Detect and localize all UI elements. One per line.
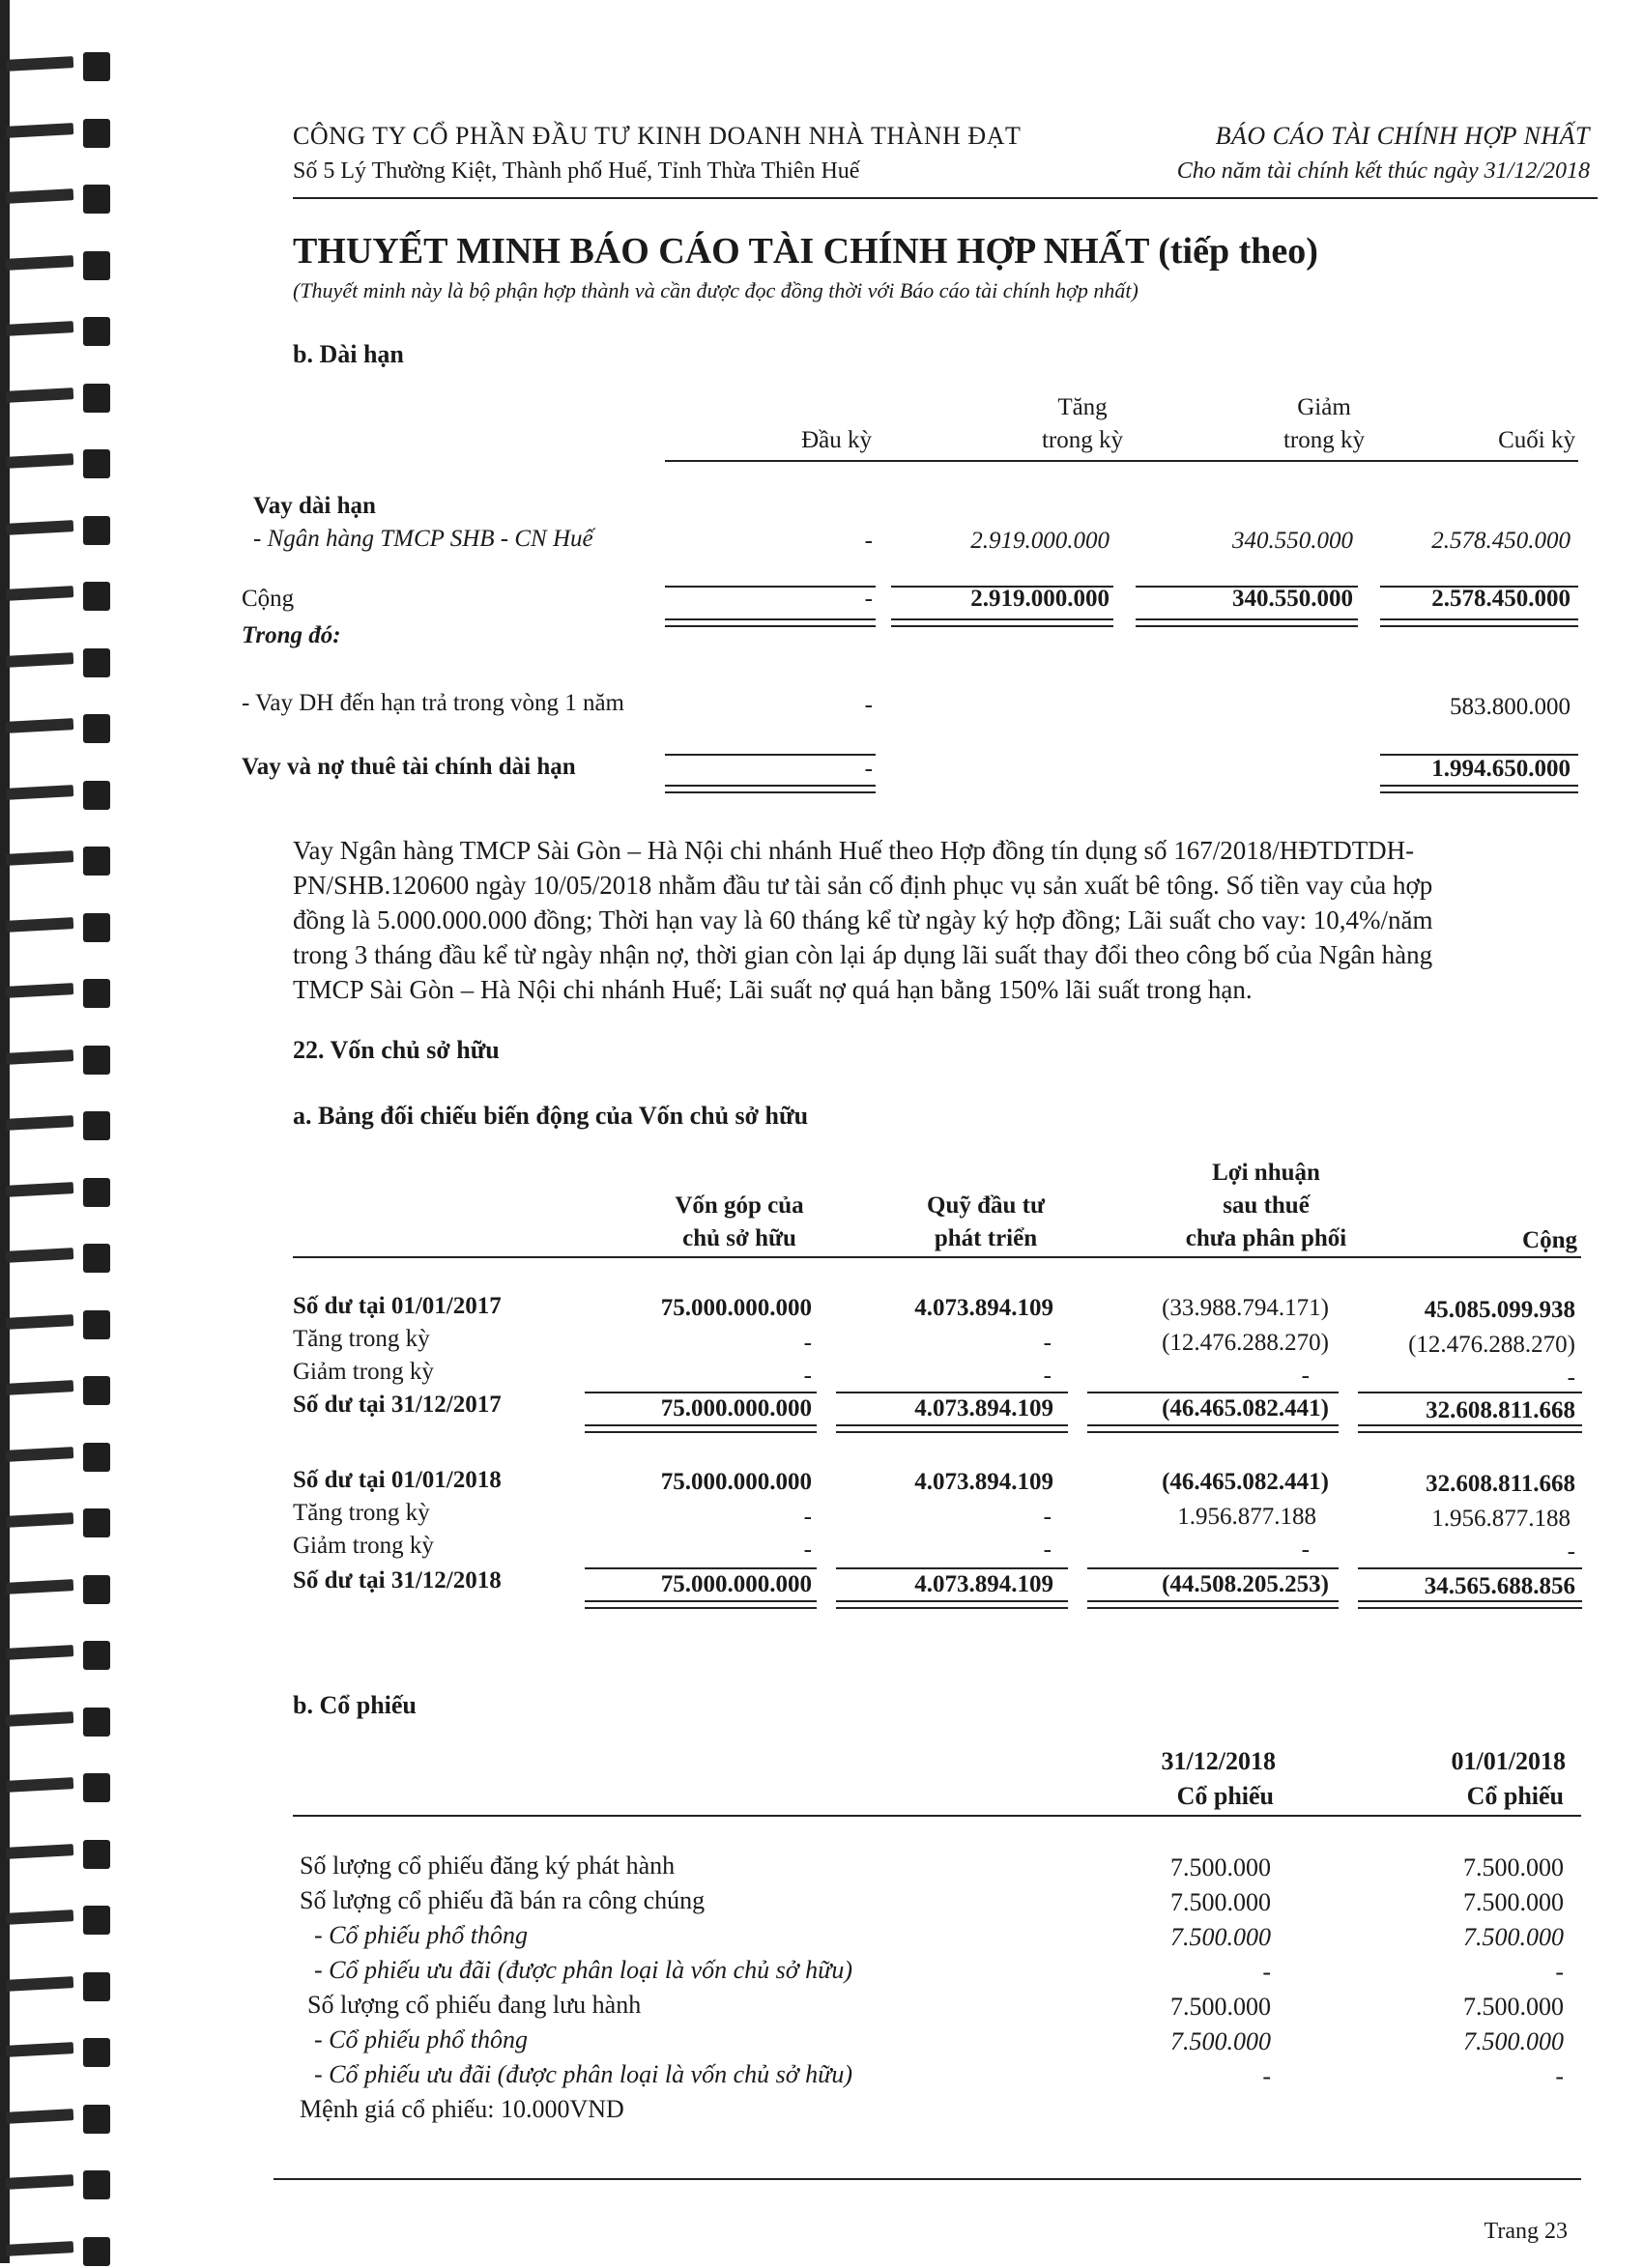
shares-row-label: Số lượng cổ phiếu đang lưu hành bbox=[307, 1991, 642, 2019]
binding-ring bbox=[6, 1109, 114, 1142]
shares-row-v1: 7.500.000 bbox=[1170, 1993, 1271, 2021]
equity-row-ln: (46.465.082.441) bbox=[1162, 1395, 1329, 1421]
binding-ring-bar bbox=[6, 255, 74, 271]
rule bbox=[665, 586, 876, 588]
binding-ring-hook bbox=[83, 1708, 110, 1737]
double-rule bbox=[1087, 1424, 1339, 1433]
binding-ring-hook bbox=[83, 251, 110, 280]
footer-rule bbox=[274, 2178, 1581, 2180]
equity-row-label: Số dư tại 31/12/2017 bbox=[293, 1392, 502, 1418]
binding-ring-hook bbox=[83, 847, 110, 876]
shares-row-v1: 7.500.000 bbox=[1170, 2027, 1271, 2055]
binding-ring-bar bbox=[6, 2241, 74, 2256]
rule bbox=[836, 1392, 1068, 1393]
binding-ring-bar bbox=[6, 1314, 74, 1330]
equity-row-quy: 4.073.894.109 bbox=[914, 1395, 1053, 1421]
equity-row-von: - bbox=[803, 1536, 812, 1563]
equity-row-quy: 4.073.894.109 bbox=[914, 1295, 1053, 1321]
shares-row-v2: 7.500.000 bbox=[1463, 1923, 1564, 1951]
binding-ring bbox=[6, 646, 114, 679]
binding-ring-hook bbox=[83, 1508, 110, 1537]
company-address: Số 5 Lý Thường Kiệt, Thành phố Huế, Tỉnh Thừa Thiên Huế bbox=[293, 158, 860, 184]
equity-row-label: Giảm trong kỳ bbox=[293, 1359, 434, 1385]
rule bbox=[1358, 1567, 1582, 1569]
double-rule bbox=[585, 1600, 817, 1609]
binding-ring bbox=[6, 977, 114, 1010]
binding-ring-hook bbox=[83, 516, 110, 545]
binding-ring bbox=[6, 1044, 114, 1077]
binding-ring bbox=[6, 2168, 114, 2201]
binding-ring-bar bbox=[6, 388, 74, 403]
shares-row-label: - Cổ phiếu phổ thông bbox=[314, 2025, 528, 2053]
section-shares-heading: b. Cổ phiếu bbox=[293, 1691, 417, 1719]
row-net-label: Vay và nợ thuê tài chính dài hạn bbox=[242, 754, 576, 780]
binding-ring bbox=[6, 514, 114, 547]
double-rule bbox=[891, 618, 1113, 627]
col-ln-1: Lợi nhuận bbox=[1212, 1160, 1320, 1186]
double-rule bbox=[665, 618, 876, 627]
equity-row-label: Tăng trong kỳ bbox=[293, 1500, 430, 1526]
binding-ring bbox=[6, 1706, 114, 1738]
binding-ring-hook bbox=[83, 2237, 110, 2266]
equity-reconciliation-heading: a. Bảng đối chiếu biến động của Vốn chủ sở hữu bbox=[293, 1102, 809, 1130]
binding-ring bbox=[6, 315, 114, 348]
binding-ring bbox=[6, 1507, 114, 1539]
equity-row-von: 75.000.000.000 bbox=[660, 1395, 812, 1421]
row-bank-giam: 340.550.000 bbox=[1232, 528, 1353, 554]
binding-ring-hook bbox=[83, 979, 110, 1008]
double-rule bbox=[1087, 1600, 1339, 1609]
equity-row-cong: (12.476.288.270) bbox=[1408, 1332, 1575, 1358]
header-rule bbox=[293, 197, 1598, 199]
row-due-cuoi-ky: 583.800.000 bbox=[1450, 694, 1571, 720]
binding-ring bbox=[6, 2235, 114, 2268]
row-due-dau-ky: - bbox=[864, 692, 873, 718]
equity-row-von: 75.000.000.000 bbox=[660, 1571, 812, 1597]
shares-row-v1: 7.500.000 bbox=[1170, 1853, 1271, 1881]
rule bbox=[1358, 1392, 1582, 1393]
equity-row-quy: - bbox=[1043, 1330, 1052, 1356]
loan-paragraph-line: trong 3 tháng đầu kể từ ngày nhận nợ, thời gian còn lại áp dụng lãi suất thay đổi theo công bố của Ngân hàng bbox=[293, 940, 1433, 969]
binding-ring-bar bbox=[6, 850, 74, 866]
binding-ring-bar bbox=[6, 983, 74, 998]
binding-ring-bar bbox=[6, 1909, 74, 1925]
row-total-giam: 340.550.000 bbox=[1232, 586, 1353, 612]
binding-ring-bar bbox=[6, 917, 74, 933]
equity-row-cong: 32.608.811.668 bbox=[1426, 1397, 1575, 1423]
row-total-label: Cộng bbox=[242, 586, 295, 612]
binding-ring-hook bbox=[83, 317, 110, 346]
binding-ring-bar bbox=[6, 718, 74, 733]
binding-ring-bar bbox=[6, 2174, 74, 2190]
loan-paragraph bbox=[293, 833, 1583, 1007]
binding-ring bbox=[6, 1374, 114, 1407]
double-rule bbox=[1358, 1424, 1582, 1433]
rule bbox=[836, 1567, 1068, 1569]
binding-ring-hook bbox=[83, 2170, 110, 2199]
equity-row-label: Giảm trong kỳ bbox=[293, 1533, 434, 1559]
row-bank-dau-ky: - bbox=[864, 528, 873, 554]
binding-ring bbox=[6, 1176, 114, 1209]
binding-ring bbox=[6, 117, 114, 150]
binding-ring bbox=[6, 183, 114, 215]
binding-ring bbox=[6, 1308, 114, 1341]
row-total-tang: 2.919.000.000 bbox=[970, 586, 1110, 612]
section-long-term-heading: b. Dài hạn bbox=[293, 340, 404, 368]
rule bbox=[1087, 1567, 1339, 1569]
binding-ring-bar bbox=[6, 1844, 74, 1859]
equity-row-ln: (46.465.082.441) bbox=[1162, 1469, 1329, 1495]
shares-row-label: - Cổ phiếu ưu đãi (được phân loại là vốn chủ sở hữu) bbox=[314, 2060, 853, 2088]
shares-row-v2: 7.500.000 bbox=[1463, 1888, 1564, 1916]
equity-row-quy: 4.073.894.109 bbox=[914, 1571, 1053, 1597]
col-ln-2: sau thuế bbox=[1223, 1192, 1310, 1219]
binding-ring-hook bbox=[83, 1376, 110, 1405]
equity-row-cong: - bbox=[1567, 1538, 1575, 1565]
equity-row-ln: 1.956.877.188 bbox=[1177, 1504, 1316, 1530]
binding-ring-bar bbox=[6, 1049, 74, 1065]
page-number: Trang 23 bbox=[1484, 2219, 1568, 2244]
binding-ring bbox=[6, 1573, 114, 1606]
double-rule bbox=[665, 785, 876, 793]
col-tang-2: trong kỳ bbox=[1041, 427, 1124, 453]
equity-row-cong: 32.608.811.668 bbox=[1426, 1471, 1575, 1497]
double-rule bbox=[1380, 618, 1578, 627]
rule bbox=[585, 1567, 817, 1569]
loan-paragraph-line: PN/SHB.120600 ngày 10/05/2018 nhằm đầu tư tài sản cố định phục vụ sản xuất bê tông. Số tiền vay của hợp bbox=[293, 871, 1433, 900]
row-bank-tang: 2.919.000.000 bbox=[970, 528, 1110, 554]
spiral-binding bbox=[0, 0, 126, 2263]
binding-ring-bar bbox=[6, 188, 74, 204]
company-name: CÔNG TY CỔ PHẦN ĐẦU TƯ KINH DOANH NHÀ THÀNH ĐẠT bbox=[293, 122, 1022, 150]
report-period: Cho năm tài chính kết thúc ngày 31/12/2018 bbox=[1176, 158, 1590, 184]
binding-ring-hook bbox=[83, 449, 110, 478]
equity-row-cong: 45.085.099.938 bbox=[1424, 1297, 1575, 1323]
binding-ring-bar bbox=[6, 56, 74, 72]
binding-ring-hook bbox=[83, 1046, 110, 1075]
shares-col1-date: 31/12/2018 bbox=[1161, 1747, 1276, 1775]
binding-ring bbox=[6, 779, 114, 812]
equity-row-quy: - bbox=[1043, 1504, 1052, 1530]
shares-row-v1: - bbox=[1262, 1958, 1271, 1986]
binding-ring bbox=[6, 1242, 114, 1275]
equity-row-von: - bbox=[803, 1330, 812, 1356]
binding-ring-hook bbox=[83, 52, 110, 81]
double-rule bbox=[1136, 618, 1358, 627]
binding-ring-hook bbox=[83, 1111, 110, 1140]
col-cong: Cộng bbox=[1522, 1227, 1577, 1253]
binding-ring-hook bbox=[83, 384, 110, 413]
binding-ring-bar bbox=[6, 520, 74, 535]
loan-paragraph-line: đồng là 5.000.000.000 đồng; Thời hạn vay là 60 tháng kể từ ngày ký hợp đồng; Lãi suất cho vay: 10,4%/năm bbox=[293, 905, 1433, 934]
row-bank-label: - Ngân hàng TMCP SHB - CN Huế bbox=[253, 526, 593, 552]
binding-ring-hook bbox=[83, 119, 110, 148]
binding-ring-hook bbox=[83, 1244, 110, 1273]
col-cuoi-ky: Cuối kỳ bbox=[1498, 427, 1575, 453]
double-rule bbox=[1380, 785, 1578, 793]
binding-ring bbox=[6, 580, 114, 613]
double-rule bbox=[836, 1600, 1068, 1609]
equity-row-quy: - bbox=[1043, 1363, 1052, 1389]
binding-ring-bar bbox=[6, 1115, 74, 1131]
shares-row-v1: 7.500.000 bbox=[1170, 1888, 1271, 1916]
equity-row-label: Số dư tại 31/12/2018 bbox=[293, 1567, 502, 1593]
binding-ring bbox=[6, 1771, 114, 1804]
col-tang-1: Tăng bbox=[1057, 394, 1108, 420]
binding-ring-bar bbox=[6, 1447, 74, 1462]
equity-row-label: Số dư tại 01/01/2017 bbox=[293, 1293, 502, 1319]
col-giam-1: Giảm bbox=[1297, 394, 1351, 420]
binding-ring-hook bbox=[83, 714, 110, 743]
equity-row-label: Tăng trong kỳ bbox=[293, 1326, 430, 1352]
page-title: THUYẾT MINH BÁO CÁO TÀI CHÍNH HỢP NHẤT (tiếp theo) bbox=[293, 231, 1318, 272]
equity-row-von: - bbox=[803, 1504, 812, 1530]
binding-ring-hook bbox=[83, 582, 110, 611]
binding-ring bbox=[6, 249, 114, 282]
col-von-2: chủ sở hữu bbox=[682, 1225, 796, 1251]
binding-ring-hook bbox=[83, 648, 110, 677]
binding-ring-hook bbox=[83, 781, 110, 810]
binding-ring-bar bbox=[6, 586, 74, 601]
binding-ring bbox=[6, 1838, 114, 1871]
rule bbox=[585, 1392, 817, 1393]
double-rule bbox=[1358, 1600, 1582, 1609]
row-due-label: - Vay DH đến hạn trả trong vòng 1 năm bbox=[242, 690, 624, 716]
binding-ring bbox=[6, 447, 114, 480]
shares-row-v2: 7.500.000 bbox=[1463, 2027, 1564, 2055]
binding-ring-hook bbox=[83, 1443, 110, 1472]
shares-col2-date: 01/01/2018 bbox=[1451, 1747, 1566, 1775]
binding-ring bbox=[6, 2103, 114, 2136]
shares-row-v1: - bbox=[1262, 2062, 1271, 2090]
shares-row-label: - Cổ phiếu phổ thông bbox=[314, 1921, 528, 1949]
par-value: Mệnh giá cổ phiếu: 10.000VND bbox=[300, 2095, 624, 2123]
binding-ring bbox=[6, 712, 114, 745]
binding-ring-hook bbox=[83, 1178, 110, 1207]
binding-ring-bar bbox=[6, 123, 74, 138]
binding-ring bbox=[6, 2036, 114, 2069]
row-total-cuoi-ky: 2.578.450.000 bbox=[1431, 586, 1571, 612]
binding-ring-hook bbox=[83, 1773, 110, 1802]
shares-row-label: - Cổ phiếu ưu đãi (được phân loại là vốn chủ sở hữu) bbox=[314, 1956, 853, 1984]
shares-col1-unit: Cổ phiếu bbox=[1176, 1782, 1274, 1810]
row-net-dau-ky: - bbox=[864, 756, 873, 782]
group-label-long-term-loans: Vay dài hạn bbox=[253, 493, 376, 519]
equity-row-von: - bbox=[803, 1363, 812, 1389]
binding-ring-hook bbox=[83, 2038, 110, 2067]
shares-row-v1: 7.500.000 bbox=[1170, 1923, 1271, 1951]
binding-ring-hook bbox=[83, 1310, 110, 1339]
binding-ring-bar bbox=[6, 321, 74, 336]
binding-ring-bar bbox=[6, 1579, 74, 1594]
long-term-header-rule bbox=[665, 460, 1578, 462]
binding-ring-bar bbox=[6, 2042, 74, 2057]
binding-ring-hook bbox=[83, 1641, 110, 1670]
binding-ring-hook bbox=[83, 185, 110, 214]
double-rule bbox=[836, 1424, 1068, 1433]
binding-ring bbox=[6, 1639, 114, 1672]
binding-ring-bar bbox=[6, 1711, 74, 1727]
col-quy-1: Quỹ đầu tư bbox=[927, 1192, 1045, 1219]
equity-row-ln: - bbox=[1301, 1363, 1310, 1389]
binding-ring bbox=[6, 1904, 114, 1937]
equity-row-von: 75.000.000.000 bbox=[660, 1469, 812, 1495]
binding-ring-bar bbox=[6, 1248, 74, 1263]
equity-row-cong: - bbox=[1567, 1364, 1575, 1391]
binding-ring bbox=[6, 911, 114, 944]
binding-ring-bar bbox=[6, 785, 74, 800]
equity-row-ln: - bbox=[1301, 1536, 1310, 1563]
shares-row-v2: 7.500.000 bbox=[1463, 1853, 1564, 1881]
binding-ring-bar bbox=[6, 1380, 74, 1395]
binding-ring bbox=[6, 1441, 114, 1474]
rule bbox=[1087, 1392, 1339, 1393]
binding-ring-hook bbox=[83, 1575, 110, 1604]
equity-row-quy: - bbox=[1043, 1536, 1052, 1563]
loan-paragraph-line: Vay Ngân hàng TMCP Sài Gòn – Hà Nội chi nhánh Huế theo Hợp đồng tín dụng số 167/2018/HĐTDTDH- bbox=[293, 836, 1415, 865]
binding-ring bbox=[6, 1970, 114, 2003]
col-quy-2: phát triển bbox=[934, 1225, 1038, 1251]
col-ln-3: chưa phân phối bbox=[1185, 1225, 1347, 1251]
equity-row-cong: 34.565.688.856 bbox=[1424, 1573, 1575, 1599]
equity-row-label: Số dư tại 01/01/2018 bbox=[293, 1467, 502, 1493]
rule bbox=[665, 754, 876, 756]
section-equity-heading: 22. Vốn chủ sở hữu bbox=[293, 1036, 500, 1064]
binding-ring-bar bbox=[6, 1976, 74, 1992]
row-bank-cuoi-ky: 2.578.450.000 bbox=[1431, 528, 1571, 554]
binding-ring-bar bbox=[6, 1777, 74, 1793]
equity-row-von: 75.000.000.000 bbox=[660, 1295, 812, 1321]
col-von-1: Vốn góp của bbox=[675, 1192, 804, 1219]
binding-ring-hook bbox=[83, 2105, 110, 2134]
binding-ring-hook bbox=[83, 1840, 110, 1869]
equity-row-ln: (44.508.205.253) bbox=[1162, 1571, 1329, 1597]
binding-ring-hook bbox=[83, 913, 110, 942]
binding-ring-bar bbox=[6, 2109, 74, 2124]
binding-ring-hook bbox=[83, 1906, 110, 1935]
binding-ring-hook bbox=[83, 1972, 110, 2001]
shares-row-label: Số lượng cổ phiếu đã bán ra công chúng bbox=[300, 1886, 706, 1914]
loan-paragraph-line: TMCP Sài Gòn – Hà Nội chi nhánh Huế; Lãi suất nợ quá hạn bằng 150% lãi suất trong hạn. bbox=[293, 975, 1253, 1004]
shares-row-v2: - bbox=[1555, 1958, 1564, 1986]
binding-ring bbox=[6, 845, 114, 877]
equity-row-quy: 4.073.894.109 bbox=[914, 1469, 1053, 1495]
equity-header-rule bbox=[293, 1256, 1581, 1258]
row-net-cuoi-ky: 1.994.650.000 bbox=[1431, 756, 1571, 782]
binding-ring-bar bbox=[6, 1182, 74, 1197]
binding-ring-bar bbox=[6, 453, 74, 469]
row-total-dau-ky: - bbox=[864, 586, 873, 612]
binding-ring-bar bbox=[6, 1645, 74, 1660]
page-subtitle: (Thuyết minh này là bộ phận hợp thành và cần được đọc đồng thời với Báo cáo tài chính hợp nhất) bbox=[293, 278, 1139, 302]
binding-ring-bar bbox=[6, 652, 74, 668]
col-giam-2: trong kỳ bbox=[1283, 427, 1366, 453]
col-dau-ky: Đầu kỳ bbox=[801, 427, 872, 453]
report-title: BÁO CÁO TÀI CHÍNH HỢP NHẤT bbox=[1215, 122, 1590, 150]
shares-header-rule bbox=[293, 1815, 1581, 1817]
equity-row-ln: (33.988.794.171) bbox=[1162, 1295, 1329, 1321]
equity-row-cong: 1.956.877.188 bbox=[1431, 1506, 1571, 1532]
binding-ring bbox=[6, 50, 114, 83]
double-rule bbox=[585, 1424, 817, 1433]
shares-row-label: Số lượng cổ phiếu đăng ký phát hành bbox=[300, 1852, 676, 1880]
shares-row-v2: - bbox=[1555, 2062, 1564, 2090]
binding-ring-bar bbox=[6, 1512, 74, 1528]
equity-row-ln: (12.476.288.270) bbox=[1162, 1330, 1329, 1356]
trong-do-label: Trong đó: bbox=[242, 622, 341, 648]
shares-col2-unit: Cổ phiếu bbox=[1466, 1782, 1564, 1810]
shares-row-v2: 7.500.000 bbox=[1463, 1993, 1564, 2021]
binding-ring bbox=[6, 382, 114, 415]
